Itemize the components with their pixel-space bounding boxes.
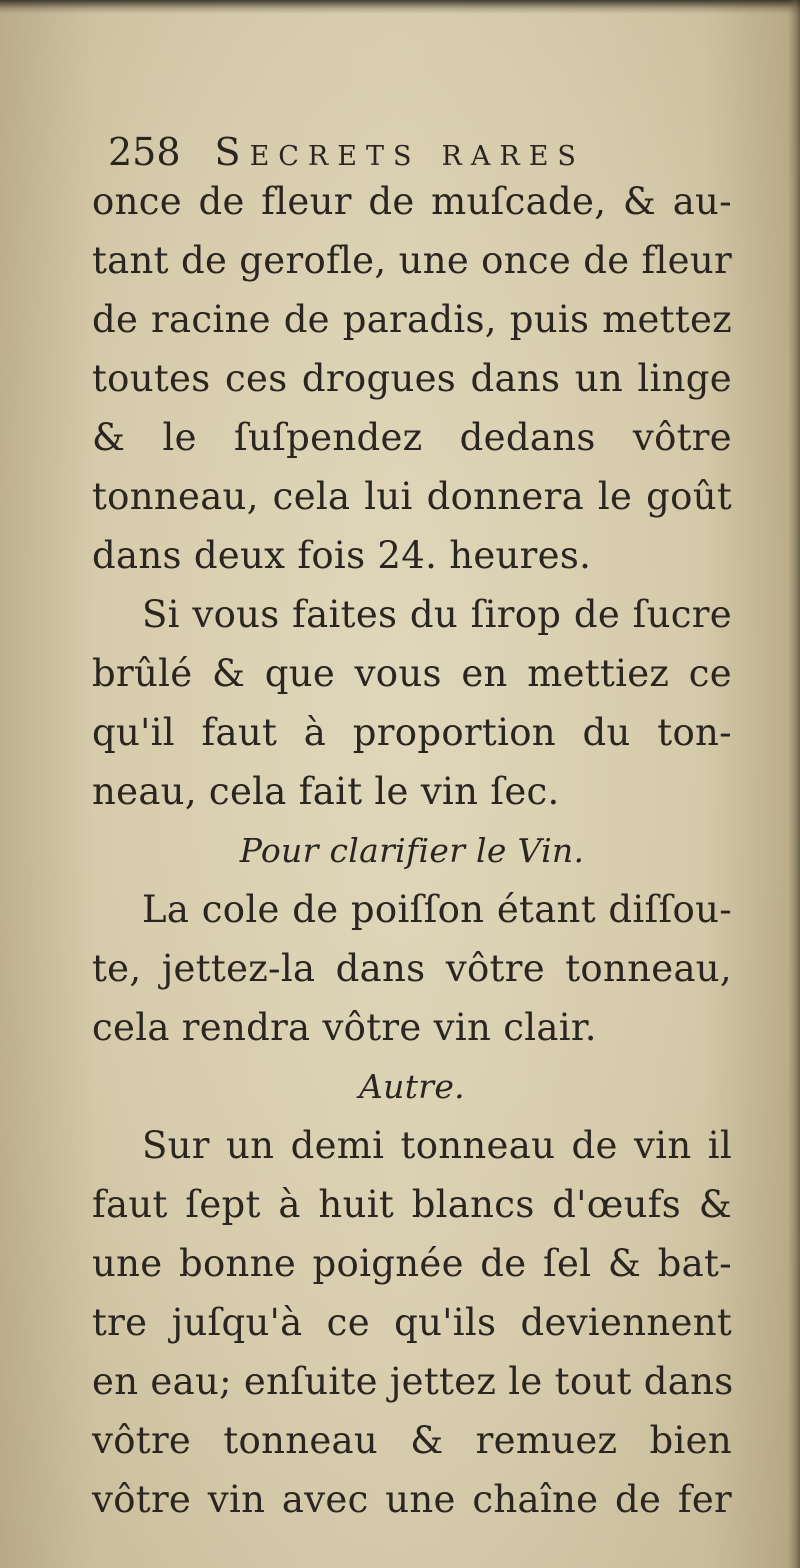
text-line: neau, cela fait le vin ſec.	[92, 770, 560, 813]
text-line: qu'il faut à proportion du ton-	[92, 711, 732, 754]
text-line: tant de gerofle, une once de fleur	[92, 239, 732, 282]
text-line: tre juſqu'à ce qu'ils deviennent	[92, 1301, 732, 1344]
text-line: vôtre vin avec une chaîne de fer	[92, 1478, 732, 1521]
running-title: Secrets rares	[214, 130, 585, 174]
section-heading: Pour clarifier le Vin.	[239, 831, 585, 870]
text-line: brûlé & que vous en mettiez ce	[92, 652, 732, 695]
text-line: Sur un demi tonneau de vin il	[142, 1124, 732, 1167]
text-line: en eau; enſuite jettez le tout dans	[92, 1360, 734, 1403]
text-line: une bonne poignée de ſel & bat-	[92, 1242, 732, 1285]
text-line: de racine de paradis, puis mettez	[92, 298, 732, 341]
section-heading: Autre.	[359, 1067, 465, 1106]
text-line: tonneau, cela lui donnera le goût	[92, 475, 732, 518]
text-line: Si vous faites du ſirop de ſucre	[142, 593, 732, 636]
text-line: & le ſuſpendez dedans vôtre	[92, 416, 732, 459]
page-number: 258	[108, 130, 181, 174]
body-text	[92, 172, 732, 1529]
text-line: faut ſept à huit blancs d'œufs &	[92, 1183, 732, 1226]
text-line: once de fleur de muſcade, & au-	[92, 180, 732, 223]
page-right-edge	[788, 0, 800, 1568]
text-line: toutes ces drogues dans un linge	[92, 357, 732, 400]
text-line: cela rendra vôtre vin clair.	[92, 1006, 597, 1049]
text-line: vôtre tonneau & remuez bien	[92, 1419, 732, 1462]
text-line: te, jettez-la dans vôtre tonneau,	[92, 947, 732, 990]
text-line: La cole de poiſſon étant diſſou-	[142, 888, 732, 931]
text-line: dans deux fois 24. heures.	[92, 534, 592, 577]
page-top-shadow	[0, 0, 800, 14]
